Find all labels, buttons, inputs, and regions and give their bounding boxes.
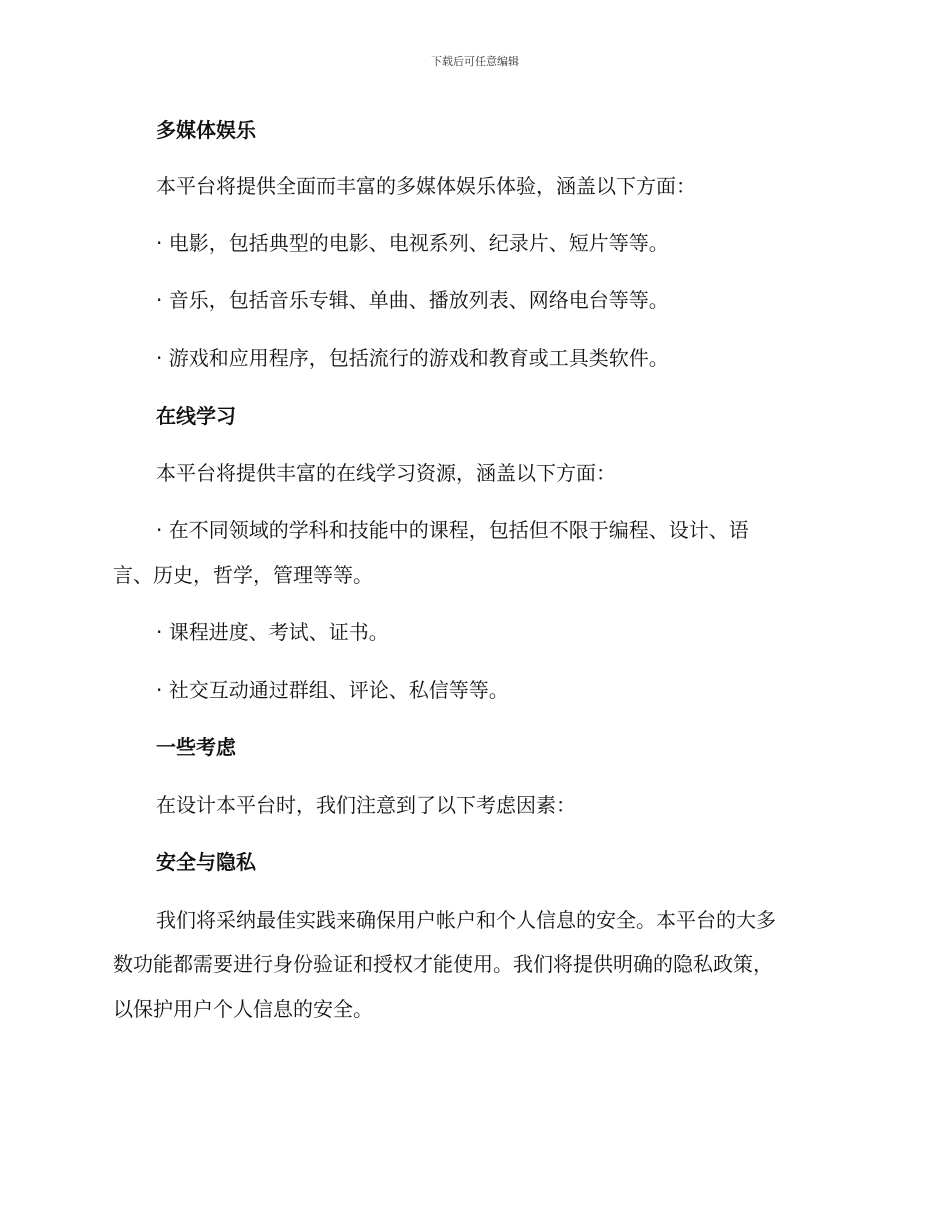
paragraph-learning-intro: 本平台将提供丰富的在线学习资源，涵盖以下方面： bbox=[156, 461, 616, 485]
page-header-note: 下载后可任意编辑 bbox=[431, 55, 519, 68]
section-heading-multimedia: 多媒体娱乐 bbox=[156, 118, 256, 142]
list-item-learning-progress: · 课程进度、考试、证书。 bbox=[156, 620, 389, 644]
section-heading-learning: 在线学习 bbox=[156, 404, 236, 428]
list-item-multimedia-music: · 音乐，包括音乐专辑、单曲、播放列表、网络电台等等。 bbox=[156, 288, 669, 312]
list-item-learning-courses-line1: · 在不同领域的学科和技能中的课程，包括但不限于编程、设计、语 bbox=[156, 518, 749, 542]
list-item-learning-courses-line2: 言、历史，哲学，管理等等。 bbox=[113, 563, 373, 587]
paragraph-security-line1: 我们将采纳最佳实践来确保用户帐户和个人信息的安全。本平台的大多 bbox=[156, 908, 776, 932]
paragraph-multimedia-intro: 本平台将提供全面而丰富的多媒体娱乐体验，涵盖以下方面： bbox=[156, 174, 696, 198]
list-item-multimedia-movies: · 电影，包括典型的电影、电视系列、纪录片、短片等等。 bbox=[156, 231, 669, 255]
section-heading-considerations: 一些考虑 bbox=[156, 735, 236, 759]
paragraph-considerations-intro: 在设计本平台时，我们注意到了以下考虑因素： bbox=[156, 793, 576, 817]
list-item-learning-social: · 社交互动通过群组、评论、私信等等。 bbox=[156, 678, 509, 702]
list-item-multimedia-games: · 游戏和应用程序，包括流行的游戏和教育或工具类软件。 bbox=[156, 346, 669, 370]
paragraph-security-line3: 以保护用户个人信息的安全。 bbox=[113, 997, 373, 1021]
section-heading-security: 安全与隐私 bbox=[156, 850, 256, 874]
paragraph-security-line2: 数功能都需要进行身份验证和授权才能使用。我们将提供明确的隐私政策， bbox=[113, 952, 773, 976]
